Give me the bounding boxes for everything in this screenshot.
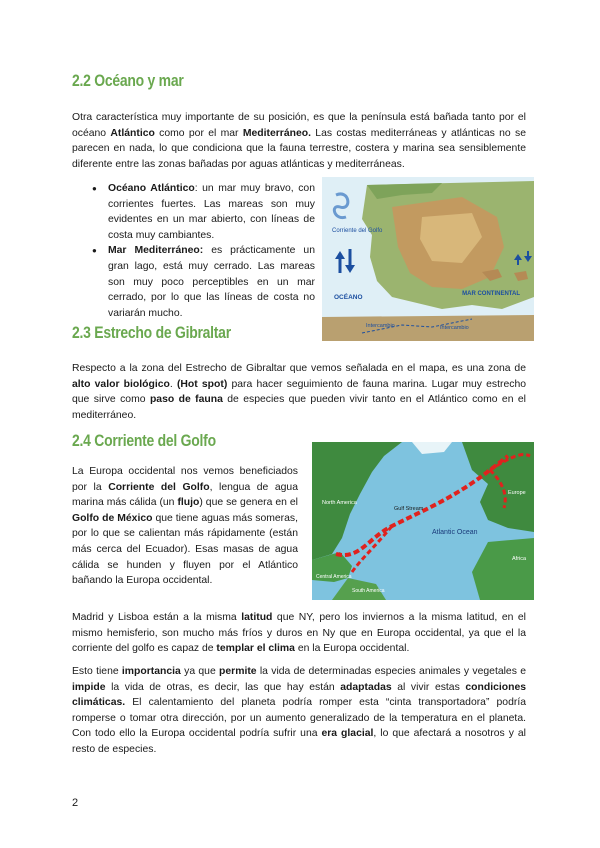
text-run: de especies que pueden vivir tanto en el Atlántico como en el mediterráneo. bbox=[72, 394, 526, 421]
bold-text-run: alto valor biológico bbox=[72, 378, 170, 390]
text-run: . bbox=[169, 378, 177, 390]
label-africa: Africa bbox=[512, 556, 527, 562]
bold-text-run: era glacial bbox=[321, 728, 374, 740]
iberia-map-figure bbox=[322, 177, 534, 341]
label-intercambio-left: Intercambio bbox=[366, 323, 395, 329]
bold-text-run: latitud bbox=[241, 612, 273, 623]
iberia-map bbox=[322, 177, 534, 341]
estrecho-gibraltar-body bbox=[72, 361, 526, 423]
bold-text-run: flujo bbox=[177, 497, 200, 509]
label-oceano: OCÉANO bbox=[334, 294, 363, 301]
text-run: la vida de otras, es decir, las que hay están bbox=[105, 681, 341, 693]
text-run: que NY, pero los inviernos a la misma latitud, en el mismo hemisferio, son mucho más fríos y duros en Ny que en Europa occidental, ya que el la corriente del golfo es capaz de bbox=[72, 612, 526, 655]
text-run: es prácticamente un gran lago, está muy cerrado. Las mareas son muy poco perceptibles en un mar cerrado, por lo que las líneas de costa no variarán mucho. bbox=[108, 245, 315, 319]
text-run: para hacer seguimiento de fauna marina. Lugar muy estrecho que sirve como bbox=[72, 378, 527, 406]
section-title-corriente-golfo: 2.4 Corriente del Golfo bbox=[72, 431, 216, 450]
text-run: que tiene aguas más someras, por lo que se calientan más rápidamente (están más cerca del Ecuador). Esas masas de agua cálida se hunden y fluyen por el Atlántico bañando la Europa occidental. bbox=[72, 512, 298, 587]
label-central-america: Central America bbox=[316, 574, 352, 580]
gulf-stream-map bbox=[312, 442, 534, 600]
bold-text-run: Golfo de México bbox=[72, 512, 153, 524]
bold-text-run: paso de fauna bbox=[149, 394, 223, 406]
bold-text-run: adaptadas bbox=[340, 681, 392, 693]
page-number: 2 bbox=[72, 797, 79, 809]
bullet-mar-mediterraneo bbox=[88, 243, 315, 321]
gulf-stream-map-figure bbox=[312, 442, 534, 600]
text-run: , lengua de agua marina más cálida (un bbox=[72, 481, 298, 509]
text-run: al vivir estas bbox=[391, 681, 466, 693]
bold-text-run: Océano Atlántico bbox=[108, 183, 195, 194]
corriente-golfo-importancia-paragraph bbox=[72, 664, 526, 758]
bold-text-run: impide bbox=[72, 681, 106, 693]
bold-text-run: importancia bbox=[121, 666, 181, 677]
bold-text-run: Corriente del Golfo bbox=[108, 481, 210, 493]
text-run: como por el mar bbox=[154, 127, 243, 139]
text-run: Las costas mediterráneas y atlánticas no se parecen en nada, lo que condiciona que la fauna terrestre, costera y marina sea sensiblemente diferente entre las zonas bañadas por aguas atlánticas y mediterráneas. bbox=[72, 127, 526, 170]
oceano-mar-bullets bbox=[88, 181, 315, 321]
text-run: : un mar muy bravo, con corrientes fuertes. Las mareas son muy evidentes en un mar abierto, con líneas de costa muy cambiantes. bbox=[108, 183, 315, 241]
label-north-america: North America bbox=[322, 500, 357, 506]
text-run: Esto tiene bbox=[72, 666, 122, 677]
label-corriente-golfo: Corriente del Golfo bbox=[332, 228, 383, 234]
bold-text-run: templar el clima bbox=[216, 643, 295, 655]
text-run: Respecto a la zona del Estrecho de Gibraltar que vemos señalada en el mapa, es una zona de bbox=[72, 363, 526, 374]
bullet-oceano-atlantico bbox=[88, 181, 315, 243]
corriente-golfo-latitud-paragraph bbox=[72, 610, 526, 657]
text-run: El calentamiento del planeta podría romper esta “cinta transportadora” podría romperse o tomar otra dirección, por un aumento generalizado de la temperatura en el planeta. Con todo ello la Europa occidental podría sufrir una bbox=[72, 697, 526, 740]
bold-text-run: Mediterráneo. bbox=[242, 127, 311, 139]
section-title-oceano-mar: 2.2 Océano y mar bbox=[72, 71, 184, 90]
bold-text-run: (Hot spot) bbox=[176, 378, 228, 390]
label-south-america: South America bbox=[352, 588, 385, 594]
bold-text-run: Atlántico bbox=[110, 127, 155, 139]
label-mar-continental: MAR CONTINENTAL bbox=[462, 291, 520, 297]
text-run: ya que bbox=[180, 666, 220, 677]
section-title-estrecho-gibraltar: 2.3 Estrecho de Gibraltar bbox=[72, 323, 231, 342]
text-run: Otra característica muy importante de su posición, es que la península está bañada tanto por el océano bbox=[72, 112, 526, 139]
bold-text-run: condiciones climáticas. bbox=[72, 681, 526, 709]
text-run: la vida de determinadas especies animales y vegetales e bbox=[256, 666, 526, 677]
text-run: , lo que afectará a nosotros y al resto de especies. bbox=[72, 728, 526, 755]
bold-text-run: permite bbox=[219, 666, 257, 677]
label-atlantic-ocean: Atlantic Ocean bbox=[432, 529, 478, 536]
oceano-mar-intro bbox=[72, 110, 526, 172]
corriente-golfo-intro bbox=[72, 464, 298, 589]
text-run: Madrid y Lisboa están a la misma bbox=[72, 612, 242, 623]
label-gulf-stream: Gulf Stream bbox=[394, 506, 424, 512]
bold-text-run: Mar Mediterráneo: bbox=[108, 245, 204, 257]
text-run: en la Europa occidental. bbox=[294, 643, 410, 655]
text-run: ) que se genera en el bbox=[199, 497, 298, 509]
label-europe: Europe bbox=[508, 490, 526, 496]
text-run: La Europa occidental nos vemos beneficiados por la bbox=[72, 466, 298, 493]
label-intercambio-right: Intercambio bbox=[440, 325, 469, 331]
